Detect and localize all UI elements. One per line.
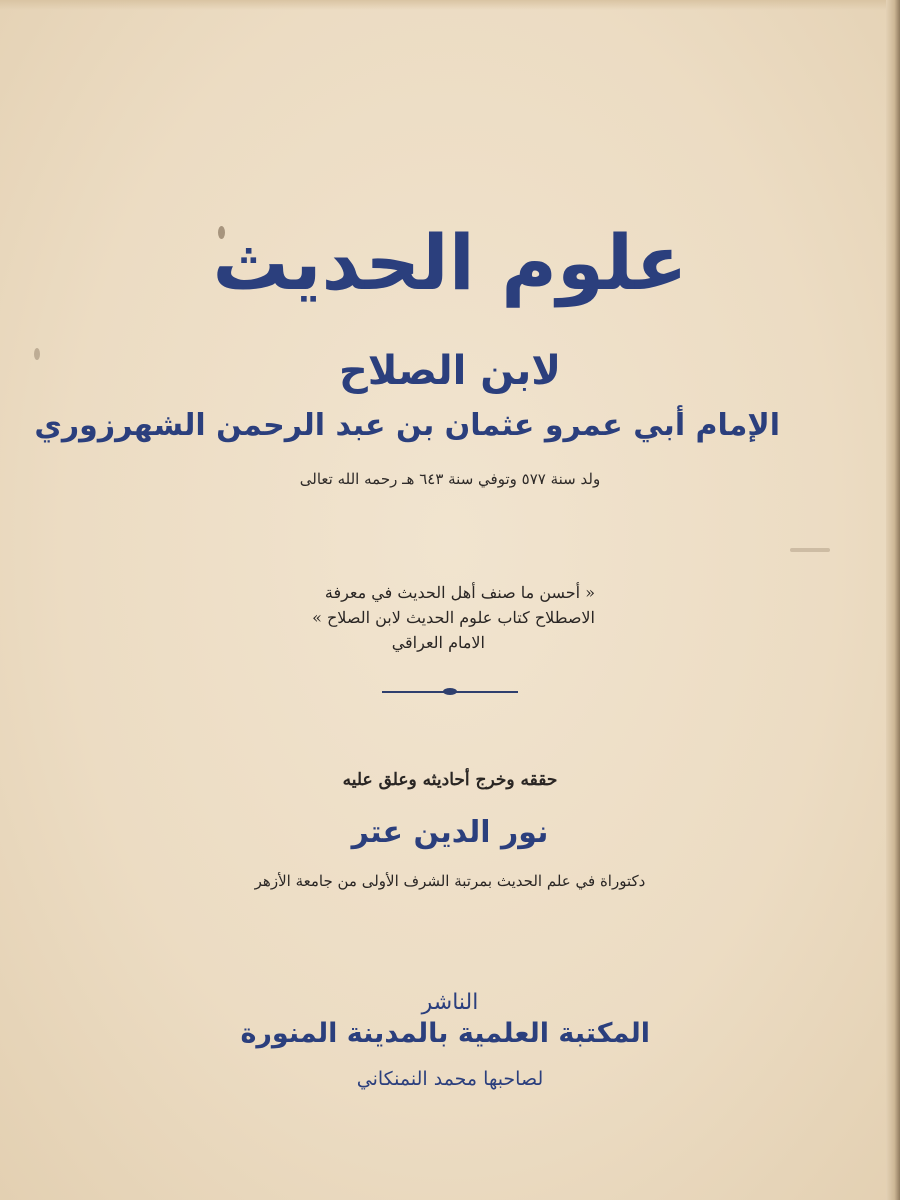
paper-stain bbox=[790, 548, 830, 552]
divider-diamond bbox=[443, 688, 457, 695]
paper-stain bbox=[34, 348, 40, 360]
publisher-name: المكتبة العلمية بالمدينة المنورة bbox=[240, 1018, 650, 1049]
book-subtitle: لابن الصلاح bbox=[338, 348, 562, 394]
editor-name: نور الدين عتر bbox=[351, 815, 549, 850]
paper-edge-top bbox=[0, 0, 900, 10]
publisher-label: الناشر bbox=[421, 990, 479, 1015]
quote-line-1: « أحسن ما صنف أهل الحديث في معرفة bbox=[324, 583, 595, 602]
paper-edge-right bbox=[886, 0, 900, 1200]
book-title: علوم الحديث bbox=[212, 218, 688, 307]
quote-attribution: الامام العراقي bbox=[391, 633, 485, 652]
author-dates: ولد سنة ٥٧٧ وتوفي سنة ٦٤٣ هـ رحمه الله تعالى bbox=[299, 470, 601, 488]
quote-line-2: الاصطلاح كتاب علوم الحديث لابن الصلاح » bbox=[312, 608, 595, 627]
author-name: الإمام أبي عمرو عثمان بن عبد الرحمن الشهرزوري bbox=[34, 408, 780, 443]
editor-role: حققه وخرج أحاديثه وعلق عليه bbox=[342, 770, 558, 790]
ornamental-divider bbox=[382, 688, 518, 696]
endorsement-quote bbox=[250, 580, 595, 655]
publisher-owner: لصاحبها محمد النمنكاني bbox=[356, 1068, 544, 1090]
editor-degree: دكتوراة في علم الحديث بمرتبة الشرف الأولى من جامعة الأزهر bbox=[254, 872, 646, 890]
